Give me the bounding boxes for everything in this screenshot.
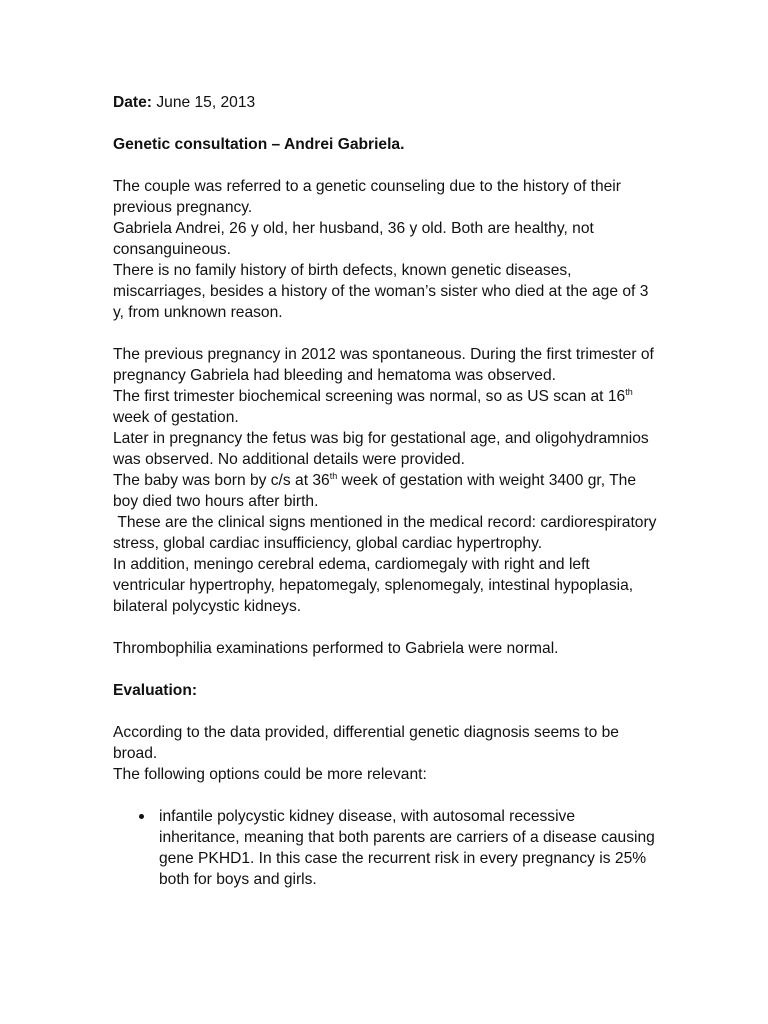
document-title: Genetic consultation – Andrei Gabriela.	[113, 136, 405, 153]
pregnancy-paragraph-2	[113, 386, 658, 428]
date-value: June 15, 2013	[156, 94, 256, 111]
pregnancy-paragraph-3: Later in pregnancy the fetus was big for gestational age, and oligohydramnios was observed. No additional details were provided.	[113, 430, 649, 468]
ordinal-suffix: th	[625, 386, 633, 397]
history-paragraph-2: Gabriela Andrei, 26 y old, her husband, 36 y old. Both are healthy, not consanguineous.	[113, 220, 594, 258]
history-paragraph-3: There is no family history of birth defects, known genetic diseases, miscarriages, besides a history of the woman’s sister who died at the age of 3 y, from unknown reason.	[113, 262, 649, 321]
evaluation-paragraph-2: The following options could be more relevant:	[113, 766, 427, 783]
date-line	[113, 92, 658, 113]
list-item-text: infantile polycystic kidney disease, with autosomal recessive inheritance, meaning that both parents are carriers of a disease causing gene PKHD1. In this case the recurrent risk in every pregnancy is 25% both for boys and girls.	[159, 808, 655, 888]
pregnancy-paragraph-4-text-a: The baby was born by c/s at 36	[113, 472, 330, 489]
pregnancy-paragraph-6: In addition, meningo cerebral edema, cardiomegaly with right and left ventricular hypertrophy, hepatomegaly, splenomegaly, intestinal hypoplasia, bilateral polycystic kidneys.	[113, 556, 634, 615]
date-label: Date:	[113, 94, 152, 111]
evaluation-paragraph-1: According to the data provided, differential genetic diagnosis seems to be broad.	[113, 724, 619, 762]
pregnancy-paragraph-5: These are the clinical signs mentioned in the medical record: cardiorespiratory stress, global cardiac insufficiency, global cardiac hypertrophy.	[113, 514, 661, 552]
history-paragraph-1: The couple was referred to a genetic counseling due to the history of their previous pregnancy.	[113, 178, 621, 216]
bullet-icon	[139, 814, 144, 819]
pregnancy-paragraph-1: The previous pregnancy in 2012 was spontaneous. During the first trimester of pregnancy Gabriela had bleeding and hematoma was observed.	[113, 346, 654, 384]
evaluation-heading: Evaluation:	[113, 682, 198, 699]
thrombophilia-paragraph: Thrombophilia examinations performed to Gabriela were normal.	[113, 640, 559, 657]
ordinal-suffix: th	[329, 470, 338, 481]
pregnancy-paragraph-4-text-b: week of gestation with weight 3400 gr, The boy died two hours after birth.	[113, 472, 636, 510]
pregnancy-paragraph-2-text-b: week of gestation.	[113, 409, 239, 426]
consultation-document	[113, 92, 661, 890]
diagnosis-options-list	[113, 806, 658, 890]
pregnancy-paragraph-4	[113, 470, 658, 512]
pregnancy-paragraph-2-text-a: The first trimester biochemical screening was normal, so as US scan at 16	[113, 388, 626, 405]
list-item	[113, 806, 658, 890]
